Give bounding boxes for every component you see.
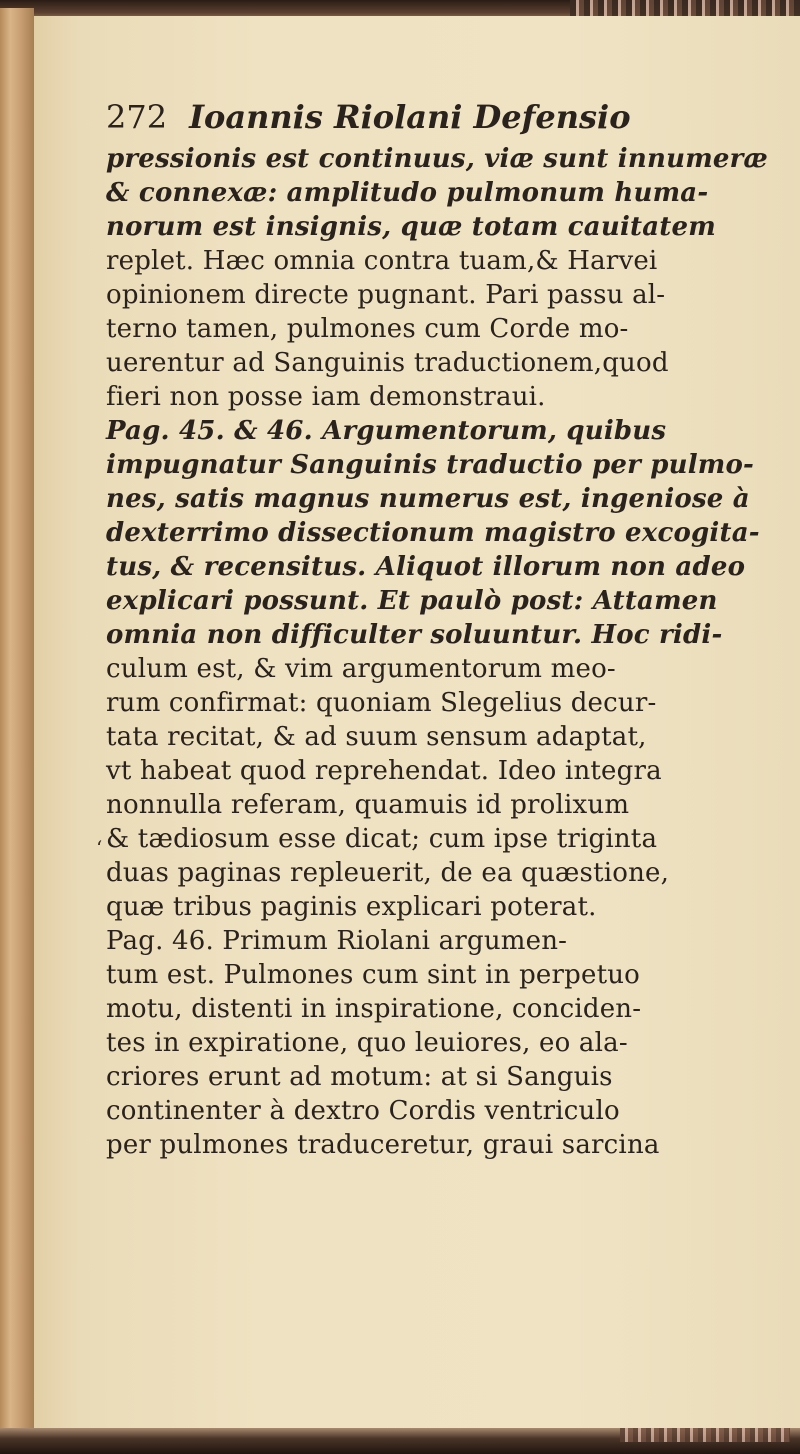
running-title: Ioannis Riolani Defensio bbox=[189, 98, 631, 136]
text-line: tum est. Pulmones cum sint in perpetuo bbox=[106, 960, 641, 990]
text-line: uerentur ad Sanguinis traductionem,quod bbox=[106, 348, 669, 378]
text-line: replet. Hæc omnia contra tuam,& Harvei bbox=[106, 246, 658, 276]
text-lines bbox=[106, 142, 768, 1162]
text-line: explicari possunt. Et paulò post: Attamen bbox=[106, 586, 718, 616]
text-line: tata recitat, & ad suum sensum adaptat, bbox=[106, 722, 647, 752]
text-line: dexterrimo dissectionum magistro excogita- bbox=[106, 518, 760, 548]
text-line: Pag. 45. & 46. Argumentorum, quibus bbox=[106, 416, 667, 446]
text-line: & connexæ: amplitudo pulmonum huma- bbox=[106, 178, 709, 208]
page-text bbox=[106, 92, 768, 1162]
text-line: Pag. 46. Primum Riolani argumen- bbox=[106, 926, 568, 956]
text-line: culum est, & vim argumentorum meo- bbox=[106, 654, 616, 684]
text-line: motu, distenti in inspiratione, conciden- bbox=[106, 994, 642, 1024]
text-line: terno tamen, pulmones cum Corde mo- bbox=[106, 314, 629, 344]
page-number: 272 bbox=[106, 98, 168, 136]
text-line: quæ tribus paginis explicari poterat. bbox=[106, 892, 597, 922]
text-line: criores erunt ad motum: at si Sanguis bbox=[106, 1062, 613, 1092]
bottom-page-edge bbox=[0, 1428, 800, 1454]
gilt-edge-top bbox=[570, 0, 800, 16]
text-line: impugnatur Sanguinis traductio per pulmo- bbox=[106, 450, 755, 480]
text-line: continenter à dextro Cordis ventriculo bbox=[106, 1096, 620, 1126]
text-line: pressionis est continuus, viæ sunt innumeræ bbox=[106, 144, 768, 174]
running-header bbox=[106, 92, 710, 142]
text-line: duas paginas repleuerit, de ea quæstione, bbox=[106, 858, 670, 888]
text-line: omnia non difficulter soluuntur. Hoc ridi- bbox=[106, 620, 723, 650]
margin-mark: ‘ bbox=[96, 836, 103, 860]
text-line: nonnulla referam, quamuis id prolixum bbox=[106, 790, 630, 820]
text-line: fieri non posse iam demonstraui. bbox=[106, 382, 546, 412]
text-line: per pulmones traduceretur, graui sarcina bbox=[106, 1130, 660, 1160]
text-line: vt habeat quod reprehendat. Ideo integra bbox=[106, 756, 662, 786]
text-line: tus, & recensitus. Aliquot illorum non adeo bbox=[106, 552, 746, 582]
text-line: nes, satis magnus numerus est, ingeniose à bbox=[106, 484, 750, 514]
text-line: opinionem directe pugnant. Pari passu al- bbox=[106, 280, 666, 310]
book-gutter bbox=[0, 8, 34, 1444]
text-line: norum est insignis, quæ totam cauitatem bbox=[106, 212, 716, 242]
gilt-edge-bottom bbox=[620, 1428, 790, 1442]
text-line: tes in expiratione, quo leuiores, eo ala- bbox=[106, 1028, 628, 1058]
text-line: rum confirmat: quoniam Slegelius decur- bbox=[106, 688, 657, 718]
text-line: & tædiosum esse dicat; cum ipse triginta bbox=[106, 824, 658, 854]
